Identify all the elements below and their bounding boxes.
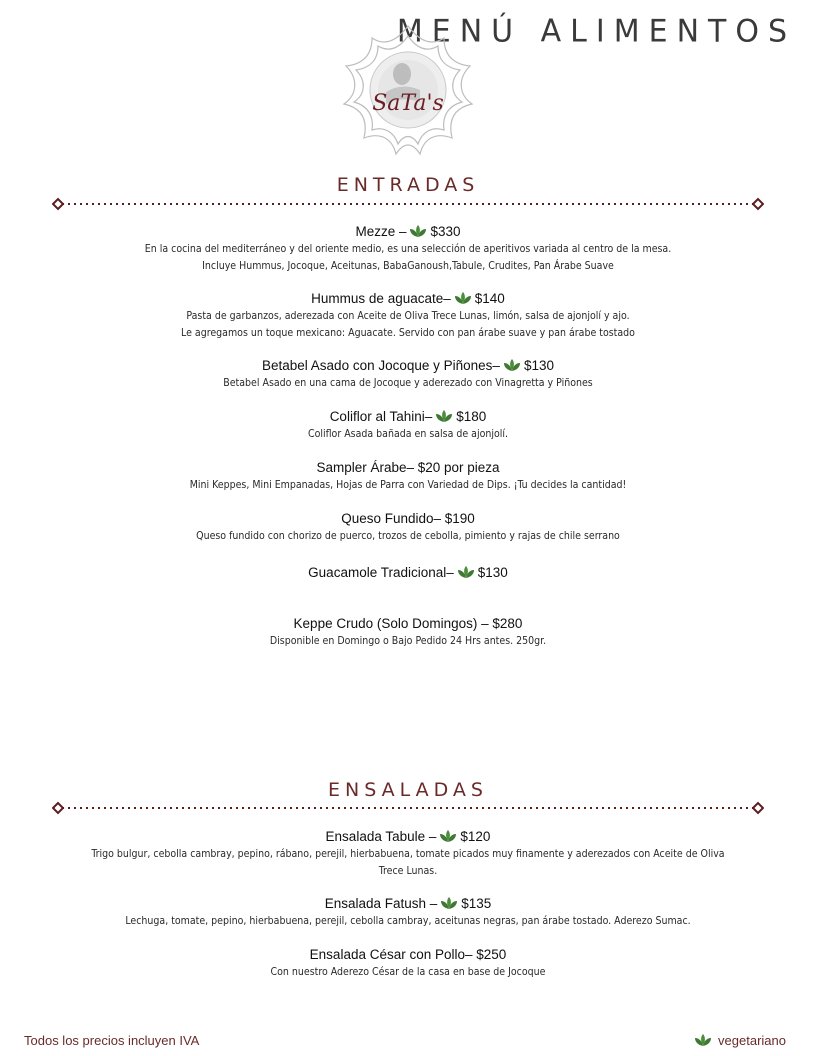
leaf-icon [439, 829, 457, 843]
leaf-icon [435, 409, 453, 423]
menu-item-name [0, 510, 816, 528]
menu-item-name [0, 459, 816, 477]
menu-item-title: Guacamole Tradicional– [308, 565, 454, 580]
menu-item-price: $330 [430, 224, 461, 239]
menu-item-name [0, 564, 816, 582]
menu-item-title: Betabel Asado con Jocoque y Piñones– [262, 358, 500, 373]
menu-item-title: Ensalada César con Pollo– $250 [309, 947, 507, 962]
menu-item-price: $130 [477, 565, 508, 580]
leaf-icon [503, 358, 521, 372]
menu-item-description: Lechuga, tomate, pepino, hierbabuena, perejil, cebolla cambray, aceitunas negras, pan árabe tostado. Aderezo Sumac. [125, 915, 691, 927]
menu-item-title: Mezze – [355, 224, 407, 239]
menu-item-title: Hummus de aguacate– [311, 291, 451, 306]
menu-item-description: Le agregamos un toque mexicano: Aguacate. Servido con pan árabe suave y pan árabe tostado [181, 326, 635, 339]
menu-item [0, 895, 816, 930]
menu-item-name [0, 895, 816, 913]
leaf-icon [694, 1033, 712, 1047]
menu-item-price: $180 [456, 409, 487, 424]
menu-item-name [0, 290, 816, 308]
sata-logo [340, 24, 476, 156]
menu-item [0, 357, 816, 392]
menu-item [0, 290, 816, 341]
leaf-icon [440, 896, 458, 910]
section-title-entradas: ENTRADAS [336, 174, 480, 196]
menu-item [78, 828, 738, 879]
menu-item-title: Ensalada Fatush – [324, 896, 438, 911]
menu-item [0, 564, 816, 582]
menu-item [0, 615, 816, 650]
menu-item [0, 459, 816, 494]
menu-item-description: Incluye Hummus, Jocoque, Aceitunas, BabaGanoush,Tabule, Crudites, Pan Árabe Suave [202, 259, 614, 272]
menu-item-description: Con nuestro Aderezo César de la casa en base de Jocoque [270, 966, 546, 978]
menu-item-title: Coliflor al Tahini– [329, 409, 433, 424]
menu-item [0, 510, 816, 545]
menu-item [0, 223, 816, 274]
menu-item-title: Keppe Crudo (Solo Domingos) – $280 [293, 616, 523, 631]
menu-item [0, 408, 816, 443]
leaf-icon [457, 565, 475, 579]
page-title: MENÚ ALIMENTOS [396, 13, 796, 50]
menu-item-description: Trece Lunas. [378, 864, 438, 877]
leaf-icon [454, 291, 472, 305]
footer-price-note: Todos los precios incluyen IVA [24, 1033, 200, 1048]
menu-item-description: Disponible en Domingo o Bajo Pedido 24 Hrs antes. 250gr. [269, 635, 547, 647]
menu-item-title: Sampler Árabe– $20 por pieza [316, 460, 500, 475]
menu-item-name [0, 408, 816, 426]
menu-item-name [78, 828, 738, 846]
logo-text: SaTa's [372, 91, 444, 116]
menu-item-name [0, 223, 816, 241]
menu-item-price: $130 [523, 358, 554, 373]
menu-item-price: $140 [474, 291, 505, 306]
vegetarian-legend [691, 1033, 786, 1048]
menu-item-name [0, 615, 816, 633]
menu-item-description: En la cocina del mediterráneo y del oriente medio, es una selección de aperitivos variada al centro de la mesa. [144, 243, 672, 255]
section-divider [52, 801, 764, 815]
section-title-ensaladas: ENSALADAS [327, 779, 488, 801]
menu-item-description: Queso fundido con chorizo de puerco, trozos de cebolla, pimiento y rajas de chile serrano [196, 530, 620, 542]
legend-label: vegetariano [718, 1033, 786, 1048]
menu-item-description: Coliflor Asada bañada en salsa de ajonjolí. [307, 428, 509, 440]
menu-item-price: $135 [461, 896, 492, 911]
menu-item-description: Betabel Asado en una cama de Jocoque y aderezado con Vinagretta y Piñones [223, 377, 593, 389]
menu-item-title: Queso Fundido– $190 [341, 511, 475, 526]
menu-item-description: Pasta de garbanzos, aderezada con Aceite de Oliva Trece Lunas, limón, salsa de ajonjolí y ajo. [186, 310, 630, 322]
section-divider [52, 197, 764, 211]
menu-item-name [0, 946, 816, 964]
menu-item-title: Ensalada Tabule – [325, 829, 437, 844]
menu-item-price: $120 [460, 829, 491, 844]
menu-item [0, 946, 816, 981]
menu-item-description: Mini Keppes, Mini Empanadas, Hojas de Parra con Variedad de Dips. ¡Tu decides la cantidad! [189, 479, 627, 491]
menu-item-name [0, 357, 816, 375]
leaf-icon [409, 224, 427, 238]
menu-item-description: Trigo bulgur, cebolla cambray, pepino, rábano, perejil, hierbabuena, tomate picados muy finamente y aderezados con Aceite de Oliva [91, 848, 725, 860]
